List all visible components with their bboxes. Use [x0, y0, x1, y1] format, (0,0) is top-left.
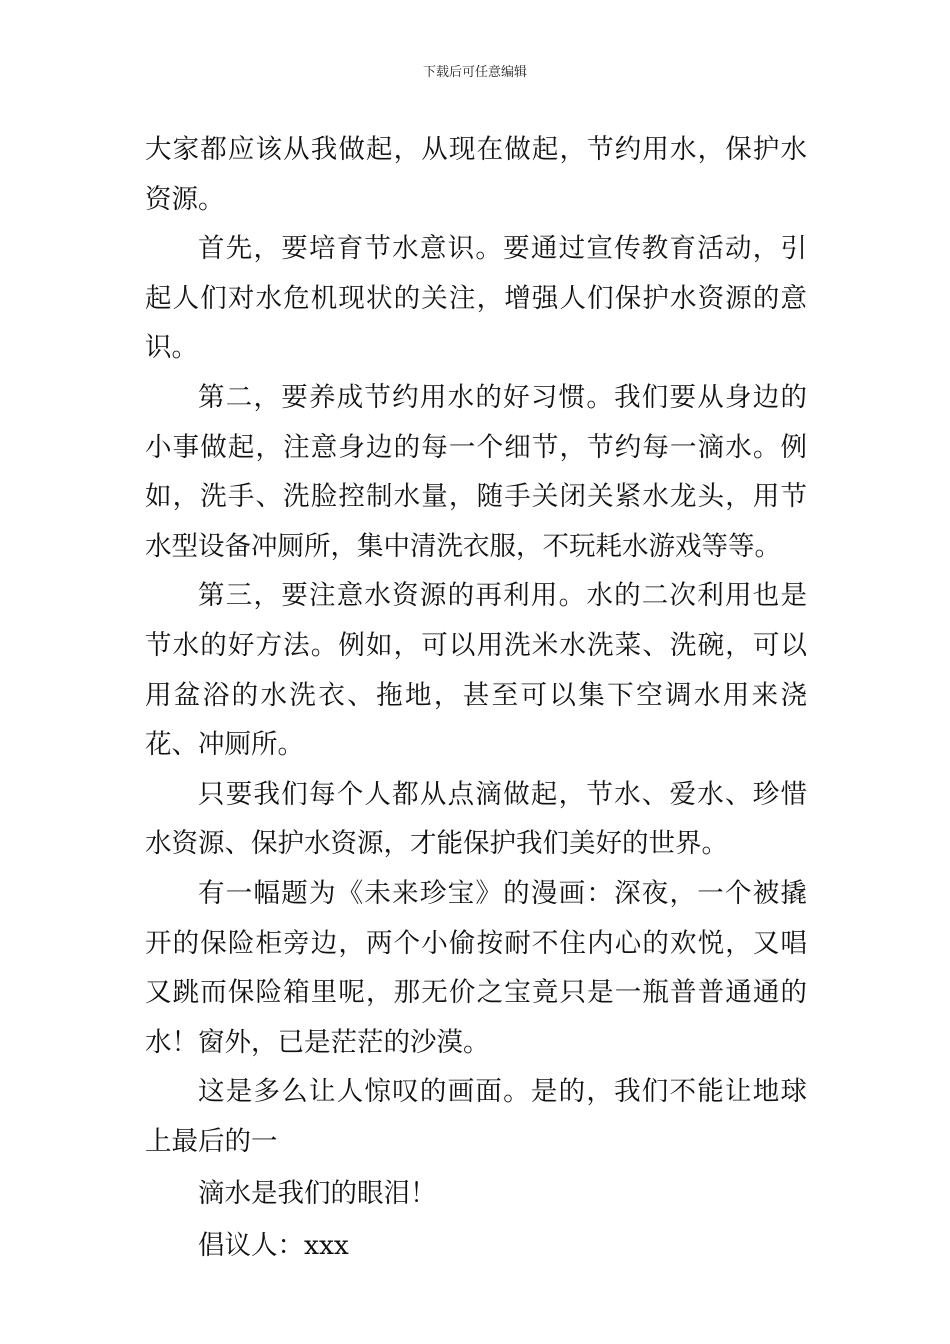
document-body — [145, 125, 807, 1271]
paragraph-cartoon: 有一幅题为《未来珍宝》的漫画：深夜，一个被撬开的保险柜旁边，两个小偷按耐不住内心的欢悦，又唱又跳而保险箱里呢，那无价之宝竟只是一瓶普普通通的水！窗外，已是茫茫的沙漠。 — [145, 877, 807, 1058]
paragraph-third: 第三，要注意水资源的再利用。水的二次利用也是节水的好方法。例如，可以用洗米水洗菜、洗碗，可以用盆浴的水洗衣、拖地，甚至可以集下空调水用来浇花、冲厕所。 — [145, 580, 807, 761]
page-header-note: 下载后可任意编辑 — [422, 65, 527, 80]
paragraph-intro: 大家都应该从我做起，从现在做起，节约用水，保护水资源。 — [145, 134, 807, 215]
paragraph-reflection: 这是多么让人惊叹的画面。是的，我们不能让地球上最后的一 — [145, 1076, 807, 1157]
paragraph-closing-line: 滴水是我们的眼泪！ — [198, 1178, 437, 1210]
paragraph-second: 第二，要养成节约用水的好习惯。我们要从身边的小事做起，注意身边的每一个细节，节约每一滴水。例如，洗手、洗脸控制水量，随手关闭关紧水龙头，用节水型设备冲厕所，集中清洗衣服，不玩耗水游戏等等。 — [145, 381, 807, 562]
signature: 倡议人：xxx — [198, 1230, 349, 1262]
paragraph-conclusion: 只要我们每个人都从点滴做起，节水、爱水、珍惜水资源、保护水资源，才能保护我们美好的世界。 — [145, 778, 807, 860]
paragraph-first: 首先，要培育节水意识。要通过宣传教育活动，引起人们对水危机现状的关注，增强人们保护水资源的意识。 — [145, 233, 807, 364]
